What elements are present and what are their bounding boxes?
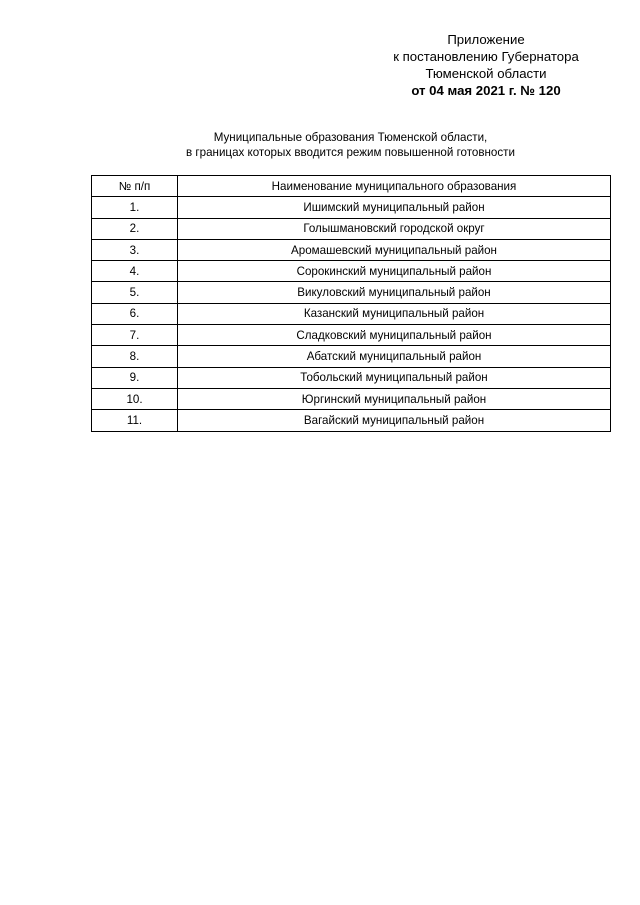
row-number: 4. [92, 261, 178, 282]
row-number: 3. [92, 239, 178, 260]
municipality-name: Юргинский муниципальный район [178, 388, 611, 409]
table-row [92, 261, 611, 282]
municipality-name: Сорокинский муниципальный район [178, 261, 611, 282]
appendix-date-number: от 04 мая 2021 г. № 120 [411, 83, 561, 98]
table-row [92, 346, 611, 367]
table-row [92, 218, 611, 239]
row-number: 8. [92, 346, 178, 367]
municipality-name: Вагайский муниципальный район [178, 410, 611, 431]
table-row [92, 410, 611, 431]
table-row [92, 239, 611, 260]
municipality-name: Абатский муниципальный район [178, 346, 611, 367]
table-row [92, 367, 611, 388]
document-title [91, 130, 610, 160]
municipality-name: Ишимский муниципальный район [178, 197, 611, 218]
table-header-row [92, 176, 611, 197]
table-row [92, 303, 611, 324]
row-number: 9. [92, 367, 178, 388]
table-row [92, 325, 611, 346]
appendix-header [366, 31, 606, 99]
row-number: 5. [92, 282, 178, 303]
row-number: 7. [92, 325, 178, 346]
municipality-name: Казанский муниципальный район [178, 303, 611, 324]
municipality-name: Аромашевский муниципальный район [178, 239, 611, 260]
table-row [92, 282, 611, 303]
document-title-line-2: в границах которых вводится режим повышенной готовности [186, 146, 515, 159]
municipality-name: Тобольский муниципальный район [178, 367, 611, 388]
appendix-label: Приложение [447, 32, 525, 47]
appendix-region: Тюменской области [425, 66, 547, 81]
row-number: 6. [92, 303, 178, 324]
row-number: 2. [92, 218, 178, 239]
row-number: 10. [92, 388, 178, 409]
row-number: 11. [92, 410, 178, 431]
table-row [92, 388, 611, 409]
document-title-line-1: Муниципальные образования Тюменской области, [213, 131, 488, 144]
table-row [92, 197, 611, 218]
column-header-number: № п/п [92, 176, 178, 197]
municipality-name: Сладковский муниципальный район [178, 325, 611, 346]
column-header-name: Наименование муниципального образования [178, 176, 611, 197]
municipality-name: Голышмановский городской округ [178, 218, 611, 239]
municipalities-table [91, 175, 611, 432]
row-number: 1. [92, 197, 178, 218]
appendix-decree-ref: к постановлению Губернатора [393, 49, 579, 64]
municipality-name: Викуловский муниципальный район [178, 282, 611, 303]
